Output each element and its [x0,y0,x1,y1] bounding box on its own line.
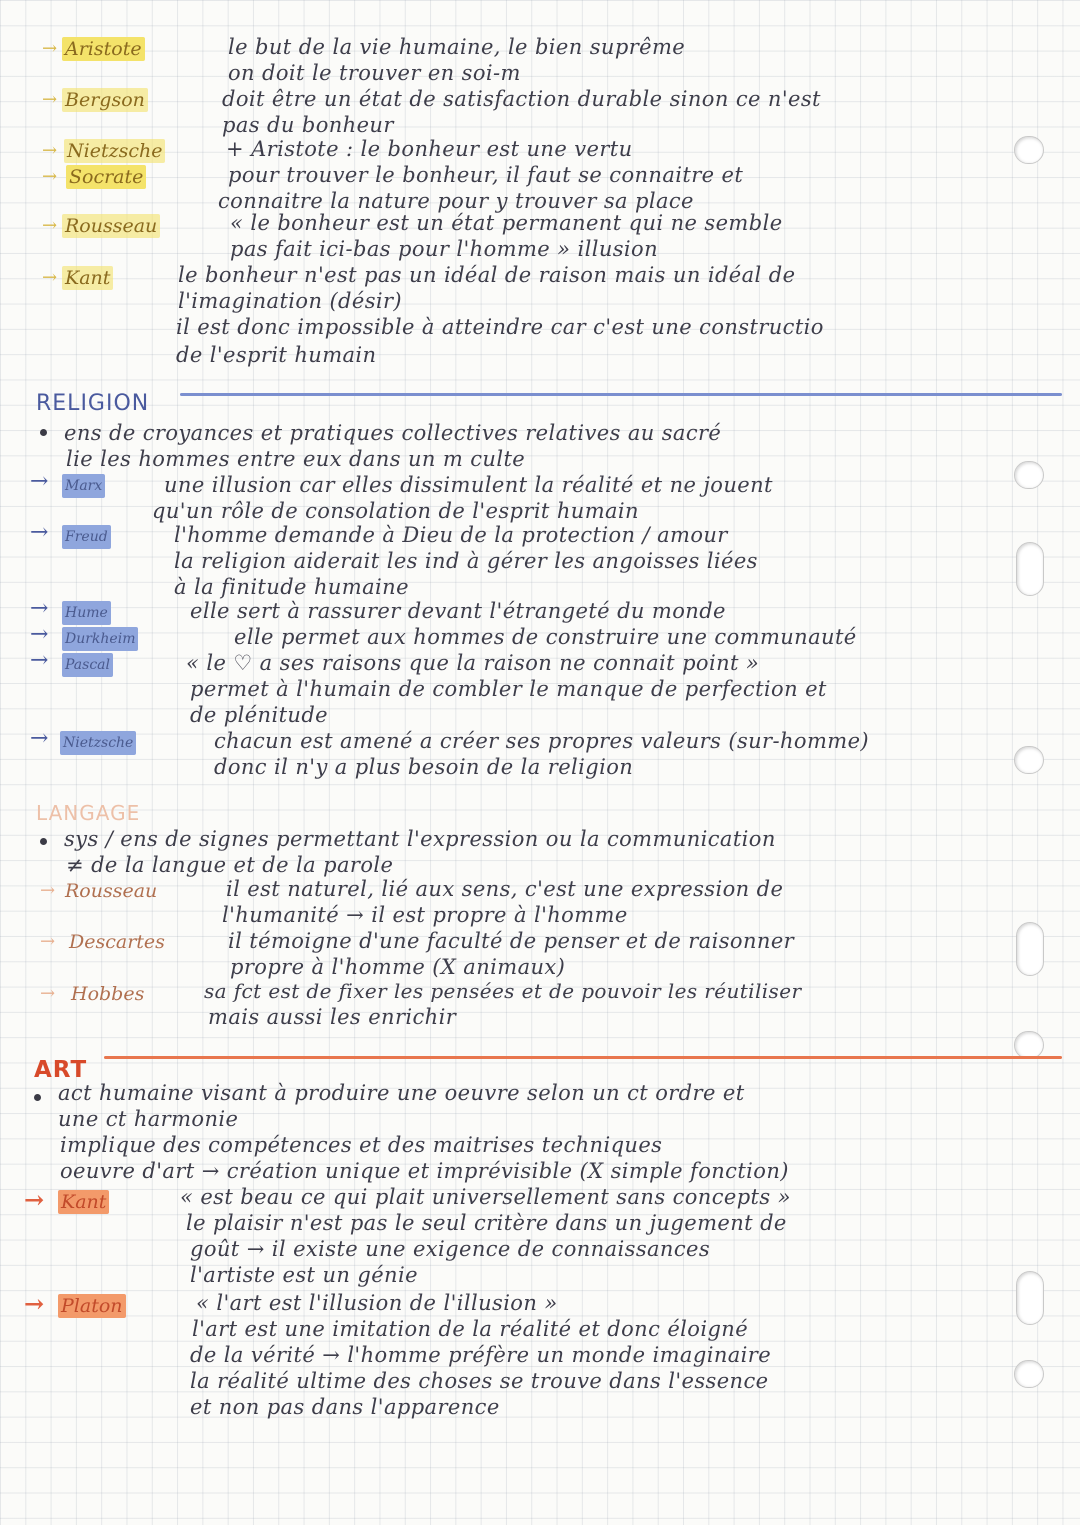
note-line: connaitre la nature pour y trouver sa place [218,189,694,213]
note-line: ens de croyances et pratiques collectives relatives au sacré [64,421,722,445]
note-line: sys / ens de signes permettant l'expression ou la communication [64,827,776,851]
note-line: et non pas dans l'apparence [190,1395,500,1419]
arrow-icon: → [42,267,58,288]
note-line: lie les hommes entre eux dans un m culte [66,447,526,471]
section-rule [104,1056,1062,1059]
section-heading-religion: RELIGION [36,391,150,416]
note-line: elle sert à rassurer devant l'étrangeté du monde [190,599,726,623]
note-line: le bonheur n'est pas un idéal de raison mais un idéal de [178,263,796,287]
note-line: qu'un rôle de consolation de l'esprit humain [152,499,639,523]
note-line: une ct harmonie [58,1107,239,1131]
arrow-icon: → [30,469,49,494]
note-line: pour trouver le bonheur, il faut se connaitre et [228,163,744,187]
note-line: il est naturel, lié aux sens, c'est une expression de [226,877,784,901]
philosopher-name: Durkheim [62,627,138,651]
philosopher-name: Nietzsche [64,139,165,163]
note-line: ≠ de la langue et de la parole [66,853,394,877]
arrow-icon: → [30,596,49,621]
section-heading-art: ART [34,1057,88,1083]
note-line: le plaisir n'est pas le seul critère dans un jugement de [186,1211,787,1235]
note-line: il témoigne d'une faculté de penser et de raisonner [228,929,795,953]
arrow-icon: → [42,215,58,236]
note-line: de la vérité → l'homme préfère un monde imaginaire [190,1343,772,1367]
binder-hole [1016,1271,1044,1325]
philosopher-name: Descartes [69,931,165,953]
note-line: de plénitude [190,703,329,727]
note-line: goût → il existe une exigence de connaissances [190,1237,711,1261]
binder-hole [1014,1360,1044,1388]
section-heading-langage: LANGAGE [36,801,141,825]
note-line: l'art est une imitation de la réalité et donc éloigné [192,1317,749,1341]
arrow-icon: → [30,520,49,545]
arrow-icon: → [40,880,56,901]
philosopher-name: Bergson [62,88,148,112]
note-line: oeuvre d'art → création unique et imprévisible (X simple fonction) [60,1159,789,1183]
note-line: pas fait ici-bas pour l'homme » illusion [230,237,659,261]
bullet [40,429,47,436]
note-line: chacun est amené a créer ses propres valeurs (sur-homme) [214,729,869,753]
note-line: on doit le trouver en soi-m [228,61,521,85]
philosopher-name: Rousseau [65,880,158,902]
arrow-icon: → [40,983,56,1004]
arrow-icon: → [42,166,58,187]
philosopher-name: Hobbes [71,983,145,1005]
note-line: permet à l'humain de combler le manque de perfection et [190,677,827,701]
arrow-icon: → [24,1185,45,1214]
note-line: pas du bonheur [222,113,394,137]
note-line: implique des compétences et des maitrises techniques [60,1133,663,1157]
note-line: le but de la vie humaine, le bien suprême [228,35,686,59]
arrow-icon: → [42,38,58,59]
note-line: doit être un état de satisfaction durable sinon ce n'est [222,87,821,111]
note-line: mais aussi les enrichir [208,1005,457,1029]
arrow-icon: → [30,622,49,647]
arrow-icon: → [30,726,49,751]
philosopher-name: Socrate [66,165,146,189]
philosopher-name: Kant [58,1190,109,1214]
philosopher-name: Kant [62,266,113,290]
note-line: donc il n'y a plus besoin de la religion [214,755,634,779]
binder-hole [1014,746,1044,774]
note-line: « le ♡ a ses raisons que la raison ne connait point » [186,651,760,675]
note-line: elle permet aux hommes de construire une communauté [234,625,857,649]
note-line: la religion aiderait les ind à gérer les angoisses liées [174,549,758,573]
note-line: une illusion car elles dissimulent la réalité et ne jouent [164,473,773,497]
note-line: de l'esprit humain [176,343,377,367]
binder-hole [1016,922,1044,976]
note-line: act humaine visant à produire une oeuvre selon un ct ordre et [58,1081,745,1105]
note-line: « le bonheur est un état permanent qui ne semble [230,211,783,235]
philosopher-name: Pascal [62,653,113,677]
philosopher-name: Rousseau [62,214,160,238]
arrow-icon: → [30,648,49,673]
philosopher-name: Freud [62,525,111,549]
note-line: « l'art est l'illusion de l'illusion » [196,1291,558,1315]
note-line: à la finitude humaine [174,575,409,599]
note-line: l'homme demande à Dieu de la protection / amour [174,523,728,547]
note-line: l'imagination (désir) [178,289,403,313]
binder-hole [1014,136,1044,164]
philosopher-name: Platon [58,1294,126,1318]
note-line: propre à l'homme (X animaux) [230,955,566,979]
note-line: il est donc impossible à atteindre car c'est une constructio [176,315,824,339]
section-rule [180,393,1062,396]
arrow-icon: → [40,931,56,952]
note-line: « est beau ce qui plait universellement sans concepts » [180,1185,791,1209]
philosopher-name: Hume [62,601,111,625]
philosopher-name: Nietzsche [60,731,136,755]
note-line: + Aristote : le bonheur est une vertu [226,137,633,161]
note-line: l'artiste est un génie [190,1263,418,1287]
arrow-icon: → [42,89,58,110]
arrow-icon: → [24,1289,45,1318]
note-line: sa fct est de fixer les pensées et de pouvoir les réutiliser [204,979,802,1003]
binder-hole [1014,461,1044,489]
philosopher-name: Marx [62,474,105,498]
philosopher-name: Aristote [62,37,145,61]
binder-hole [1014,1031,1044,1059]
bullet [34,1094,41,1101]
bullet [40,838,47,845]
binder-hole [1016,542,1044,596]
arrow-icon: → [42,140,58,161]
note-line: la réalité ultime des choses se trouve dans l'essence [190,1369,769,1393]
note-line: l'humanité → il est propre à l'homme [222,903,628,927]
